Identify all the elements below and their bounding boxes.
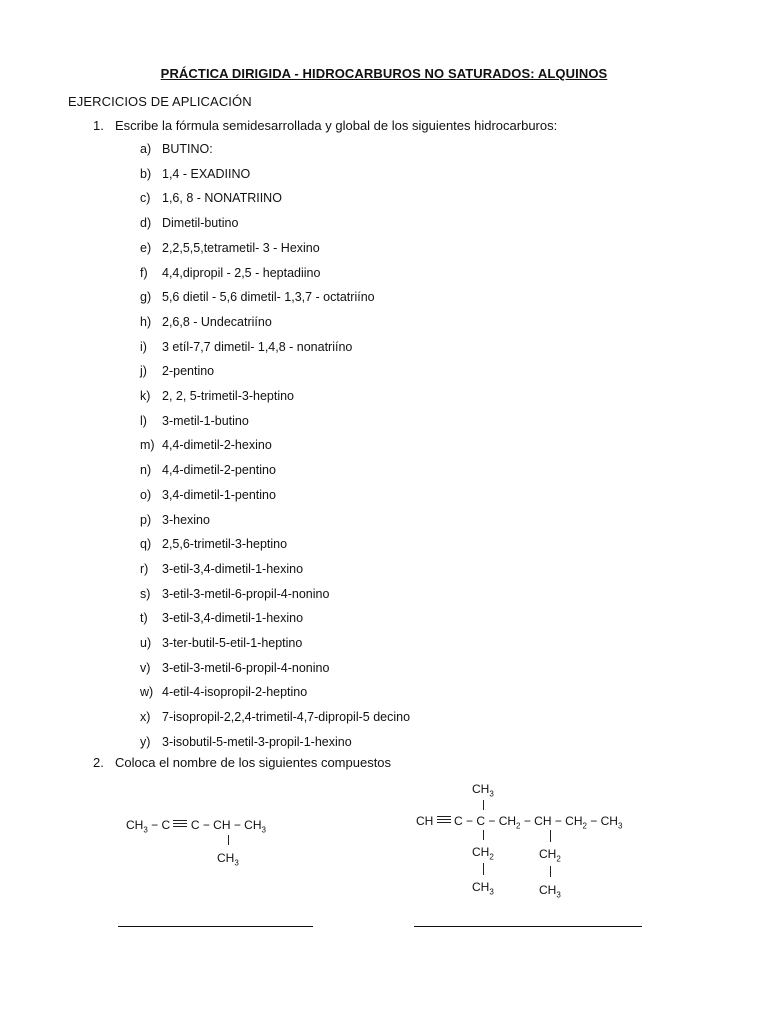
structure-right-branch-a-ch3: $CH_3$: [472, 880, 494, 897]
structure-right-bond-b1: [550, 830, 551, 842]
item-letter: v): [140, 660, 151, 675]
item-letter: o): [140, 487, 152, 502]
item-letter: t): [140, 611, 148, 626]
item-text: 2,6,8 - Undecatriíno: [162, 314, 272, 329]
item-text: 4-etil-4-isopropil-2-heptino: [162, 685, 308, 700]
item-text: 3-ter-butil-5-etil-1-heptino: [162, 636, 303, 650]
structure-right-bond-a2: [483, 863, 484, 875]
structure-right-main-chain: CH $C - C - CH_2$ − CH − $CH_2 - CH_3$: [416, 814, 623, 831]
item-letter: y): [140, 734, 151, 749]
structure-right-top-bond: [483, 800, 484, 810]
item-letter: s): [140, 586, 151, 601]
item-text: 3-hexino: [162, 512, 210, 527]
item-letter: k): [140, 389, 151, 403]
structure-right-bond-a1: [483, 830, 484, 840]
item-text: 2, 2, 5-trimetil-3-heptino: [162, 389, 295, 403]
triple-bond-icon: [437, 816, 451, 824]
item-letter: h): [140, 314, 152, 329]
item-text: 1,6, 8 - NONATRIINO: [162, 191, 282, 206]
structure-left-branch-bond: [228, 835, 229, 845]
question-2-text: Coloca el nombre de los siguientes compuestos: [115, 755, 392, 770]
item-text: 2-pentino: [162, 364, 215, 379]
item-text: 3-etil-3-metil-6-propil-4-nonino: [162, 586, 330, 601]
item-letter: d): [140, 216, 152, 231]
page-title: PRÁCTICA DIRIGIDA - HIDROCARBUROS NO SATURADOS: ALQUINOS: [160, 66, 608, 81]
item-letter: p): [140, 512, 152, 527]
structure-right-bond-b2: [550, 866, 551, 877]
item-text: 3 etíl-7,7 dimetil- 1,4,8 - nonatriíno: [162, 339, 353, 354]
item-text: BUTINO:: [162, 142, 213, 156]
triple-bond-icon: [173, 820, 187, 828]
item-letter: r): [140, 561, 149, 576]
question-2-number: 2.: [93, 755, 104, 770]
item-letter: a): [140, 142, 152, 156]
section-heading: EJERCICIOS DE APLICACIÓN: [68, 94, 252, 109]
item-letter: u): [140, 636, 152, 650]
item-letter: n): [140, 463, 152, 478]
answer-line-left[interactable]: [118, 926, 313, 927]
item-text: 3-metil-1-butino: [162, 413, 249, 428]
structure-right-top-branch: $CH_3$: [472, 782, 494, 799]
structure-left-main-chain: $CH_3 - C$ C − CH − $CH_3$: [126, 818, 266, 835]
item-letter: i): [140, 339, 147, 354]
item-text: 5,6 dietil - 5,6 dimetil- 1,3,7 - octatriíno: [162, 290, 375, 305]
item-letter: m): [140, 438, 155, 453]
item-text: 3-etil-3-metil-6-propil-4-nonino: [162, 660, 330, 675]
item-text: 4,4-dimetil-2-hexino: [162, 438, 272, 453]
question-1-text: Escribe la fórmula semidesarrollada y global de los siguientes hidrocarburos:: [115, 118, 558, 133]
item-letter: g): [140, 290, 152, 305]
item-text: 4,4,dipropil - 2,5 - heptadiino: [162, 265, 321, 280]
item-text: 2,2,5,5,tetrametil- 3 - Hexino: [162, 240, 320, 255]
structure-left-branch: $CH_3$: [217, 851, 239, 868]
item-letter: x): [140, 710, 151, 725]
item-text: 3-etil-3,4-dimetil-1-hexino: [162, 561, 304, 576]
item-text: 7-isopropil-2,2,4-trimetil-4,7-dipropil-5 decino: [162, 710, 411, 725]
answer-line-right[interactable]: [414, 926, 642, 927]
item-letter: c): [140, 191, 151, 206]
item-letter: w): [140, 685, 154, 700]
item-text: 2,5,6-trimetil-3-heptino: [162, 537, 288, 552]
item-letter: e): [140, 240, 152, 255]
item-text: 3,4-dimetil-1-pentino: [162, 487, 276, 502]
item-text: 1,4 - EXADIINO: [162, 166, 251, 181]
item-letter: j): [140, 364, 147, 379]
item-text: 3-isobutil-5-metil-3-propil-1-hexino: [162, 734, 352, 749]
structure-right-branch-a-ch2: $CH_2$: [472, 845, 494, 862]
item-text: Dimetil-butino: [162, 216, 239, 231]
structure-right-branch-b-ch2: $CH_2$: [539, 847, 561, 864]
item-letter: q): [140, 537, 152, 552]
item-text: 3-etil-3,4-dimetil-1-hexino: [162, 611, 304, 626]
item-letter: b): [140, 166, 152, 181]
item-letter: f): [140, 265, 148, 280]
question-1-number: 1.: [93, 118, 104, 133]
structure-right-branch-b-ch3: $CH_3$: [539, 883, 561, 900]
item-text: 4,4-dimetil-2-pentino: [162, 463, 276, 478]
item-letter: l): [140, 413, 147, 428]
